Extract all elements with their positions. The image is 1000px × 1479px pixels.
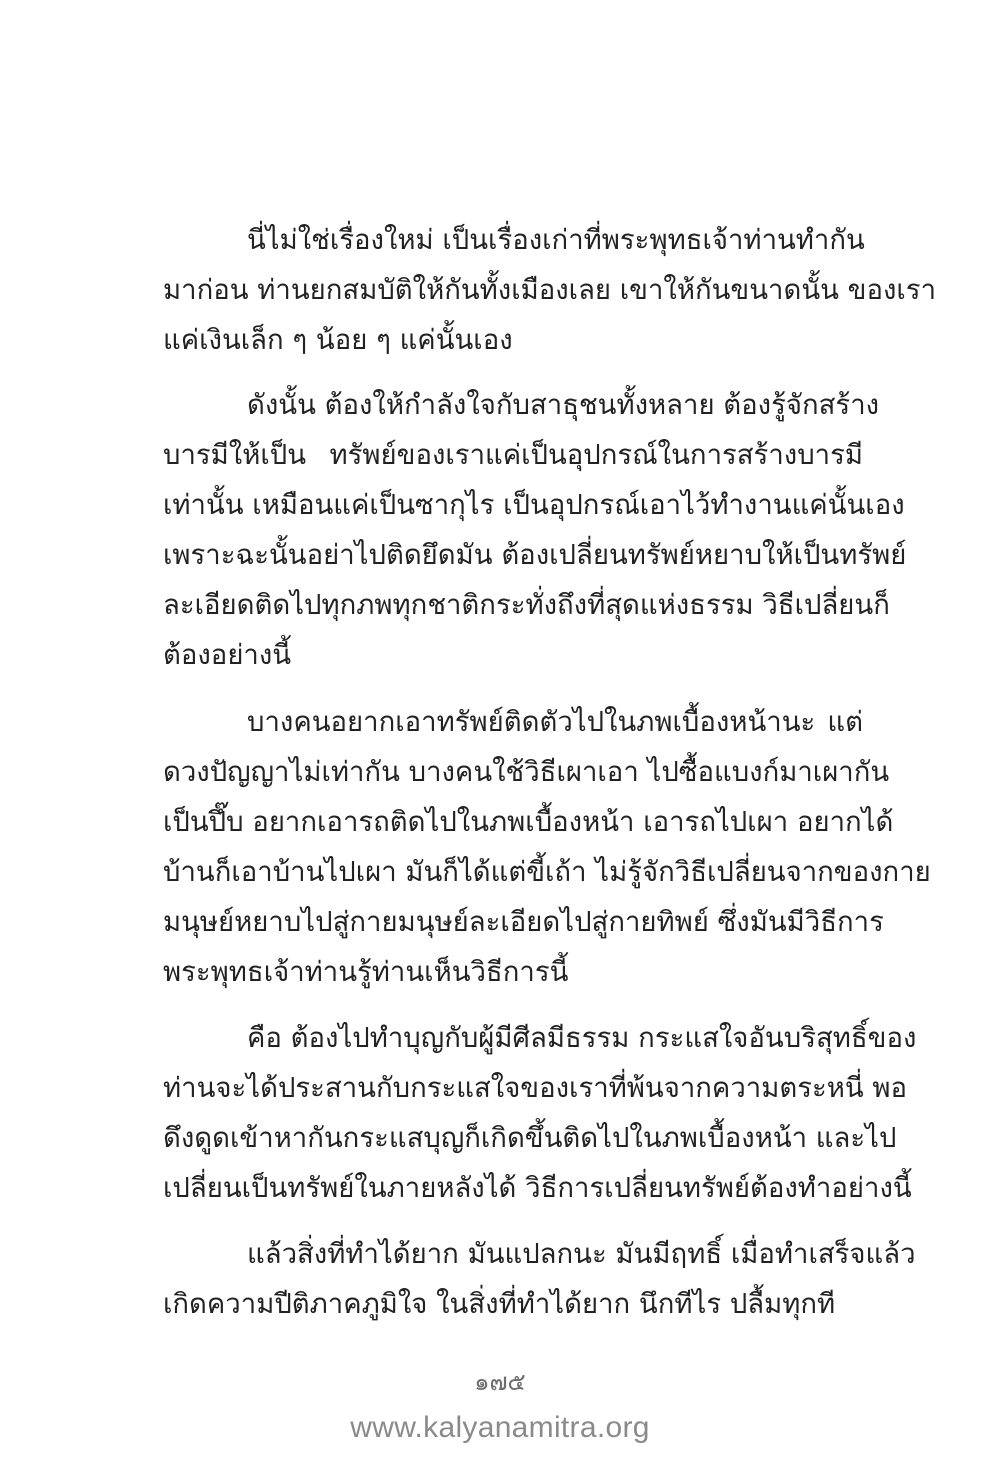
- text-line: ละเอียดติดไปทุกภพทุกชาติกระทั่งถึงที่สุดแห่งธรรม วิธีเปลี่ยนก็: [163, 589, 890, 621]
- text-line: ดังนั้น ต้องให้กำลังใจกับสาธุชนทั้งหลาย ต้องรู้จักสร้าง: [247, 389, 880, 421]
- text-line: มนุษย์หยาบไปสู่กายมนุษย์ละเอียดไปสู่กายทิพย์ ซึ่งมันมีวิธีการ: [163, 906, 884, 938]
- text-line: นี่ไม่ใช่เรื่องใหม่ เป็นเรื่องเก่าที่พระพุทธเจ้าท่านทำกัน: [247, 224, 865, 256]
- text-line: แค่เงินเล็ก ๆ น้อย ๆ แค่นั้นเอง: [163, 324, 513, 356]
- text-line: คือ ต้องไปทำบุญกับผู้มีศีลมีธรรม กระแสใจอันบริสุทธิ์ของ: [247, 1022, 917, 1054]
- text-line: เท่านั้น เหมือนแค่เป็นซากุไร เป็นอุปกรณ์เอาไว้ทำงานแค่นั้นเอง: [163, 489, 905, 521]
- text-line: พระพุทธเจ้าท่านรู้ท่านเห็นวิธีการนี้: [163, 956, 569, 988]
- text-line: มาก่อน ท่านยกสมบัติให้กันทั้งเมืองเลย เขาให้กันขนาดนั้น ของเรา: [163, 274, 937, 306]
- text-line: เปลี่ยนเป็นทรัพย์ในภายหลังได้ วิธีการเปลี่ยนทรัพย์ต้องทำอย่างนี้: [163, 1172, 912, 1204]
- text-line: ดวงปัญญาไม่เท่ากัน บางคนใช้วิธีเผาเอา ไปซื้อแบงก์มาเผากัน: [163, 756, 890, 788]
- text-line: ดึงดูดเข้าหากันกระแสบุญก็เกิดขึ้นติดไปในภพเบื้องหน้า และไป: [163, 1122, 897, 1154]
- text-line: บางคนอยากเอาทรัพย์ติดตัวไปในภพเบื้องหน้านะ แต่: [247, 706, 863, 738]
- text-line: เกิดความปีติภาคภูมิใจ ในสิ่งที่ทำได้ยาก นึกทีไร ปลื้มทุกที: [163, 1288, 836, 1320]
- page-number: ๑๗๕: [474, 1368, 526, 1396]
- text-line: ท่านจะได้ประสานกับกระแสใจของเราที่พ้นจากความตระหนี่ พอ: [163, 1072, 908, 1104]
- text-line: ต้องอย่างนี้: [163, 639, 292, 671]
- text-line: บ้านก็เอาบ้านไปเผา มันก็ได้แต่ขี้เถ้า ไม่รู้จักวิธีเปลี่ยนจากของกาย: [163, 856, 931, 888]
- text-line: แล้วสิ่งที่ทำได้ยาก มันแปลกนะ มันมีฤทธิ์ เมื่อทำเสร็จแล้ว: [247, 1238, 916, 1270]
- footer-url: www.kalyanamitra.org: [350, 1411, 650, 1444]
- text-line: เพราะฉะนั้นอย่าไปติดยึดมัน ต้องเปลี่ยนทรัพย์หยาบให้เป็นทรัพย์: [163, 539, 907, 571]
- text-line: เป็นปึ๊บ อยากเอารถติดไปในภพเบื้องหน้า เอารถไปเผา อยากได้: [163, 806, 894, 838]
- text-line: บารมีให้เป็น ทรัพย์ของเราแค่เป็นอุปกรณ์ในการสร้างบารมี: [163, 439, 863, 471]
